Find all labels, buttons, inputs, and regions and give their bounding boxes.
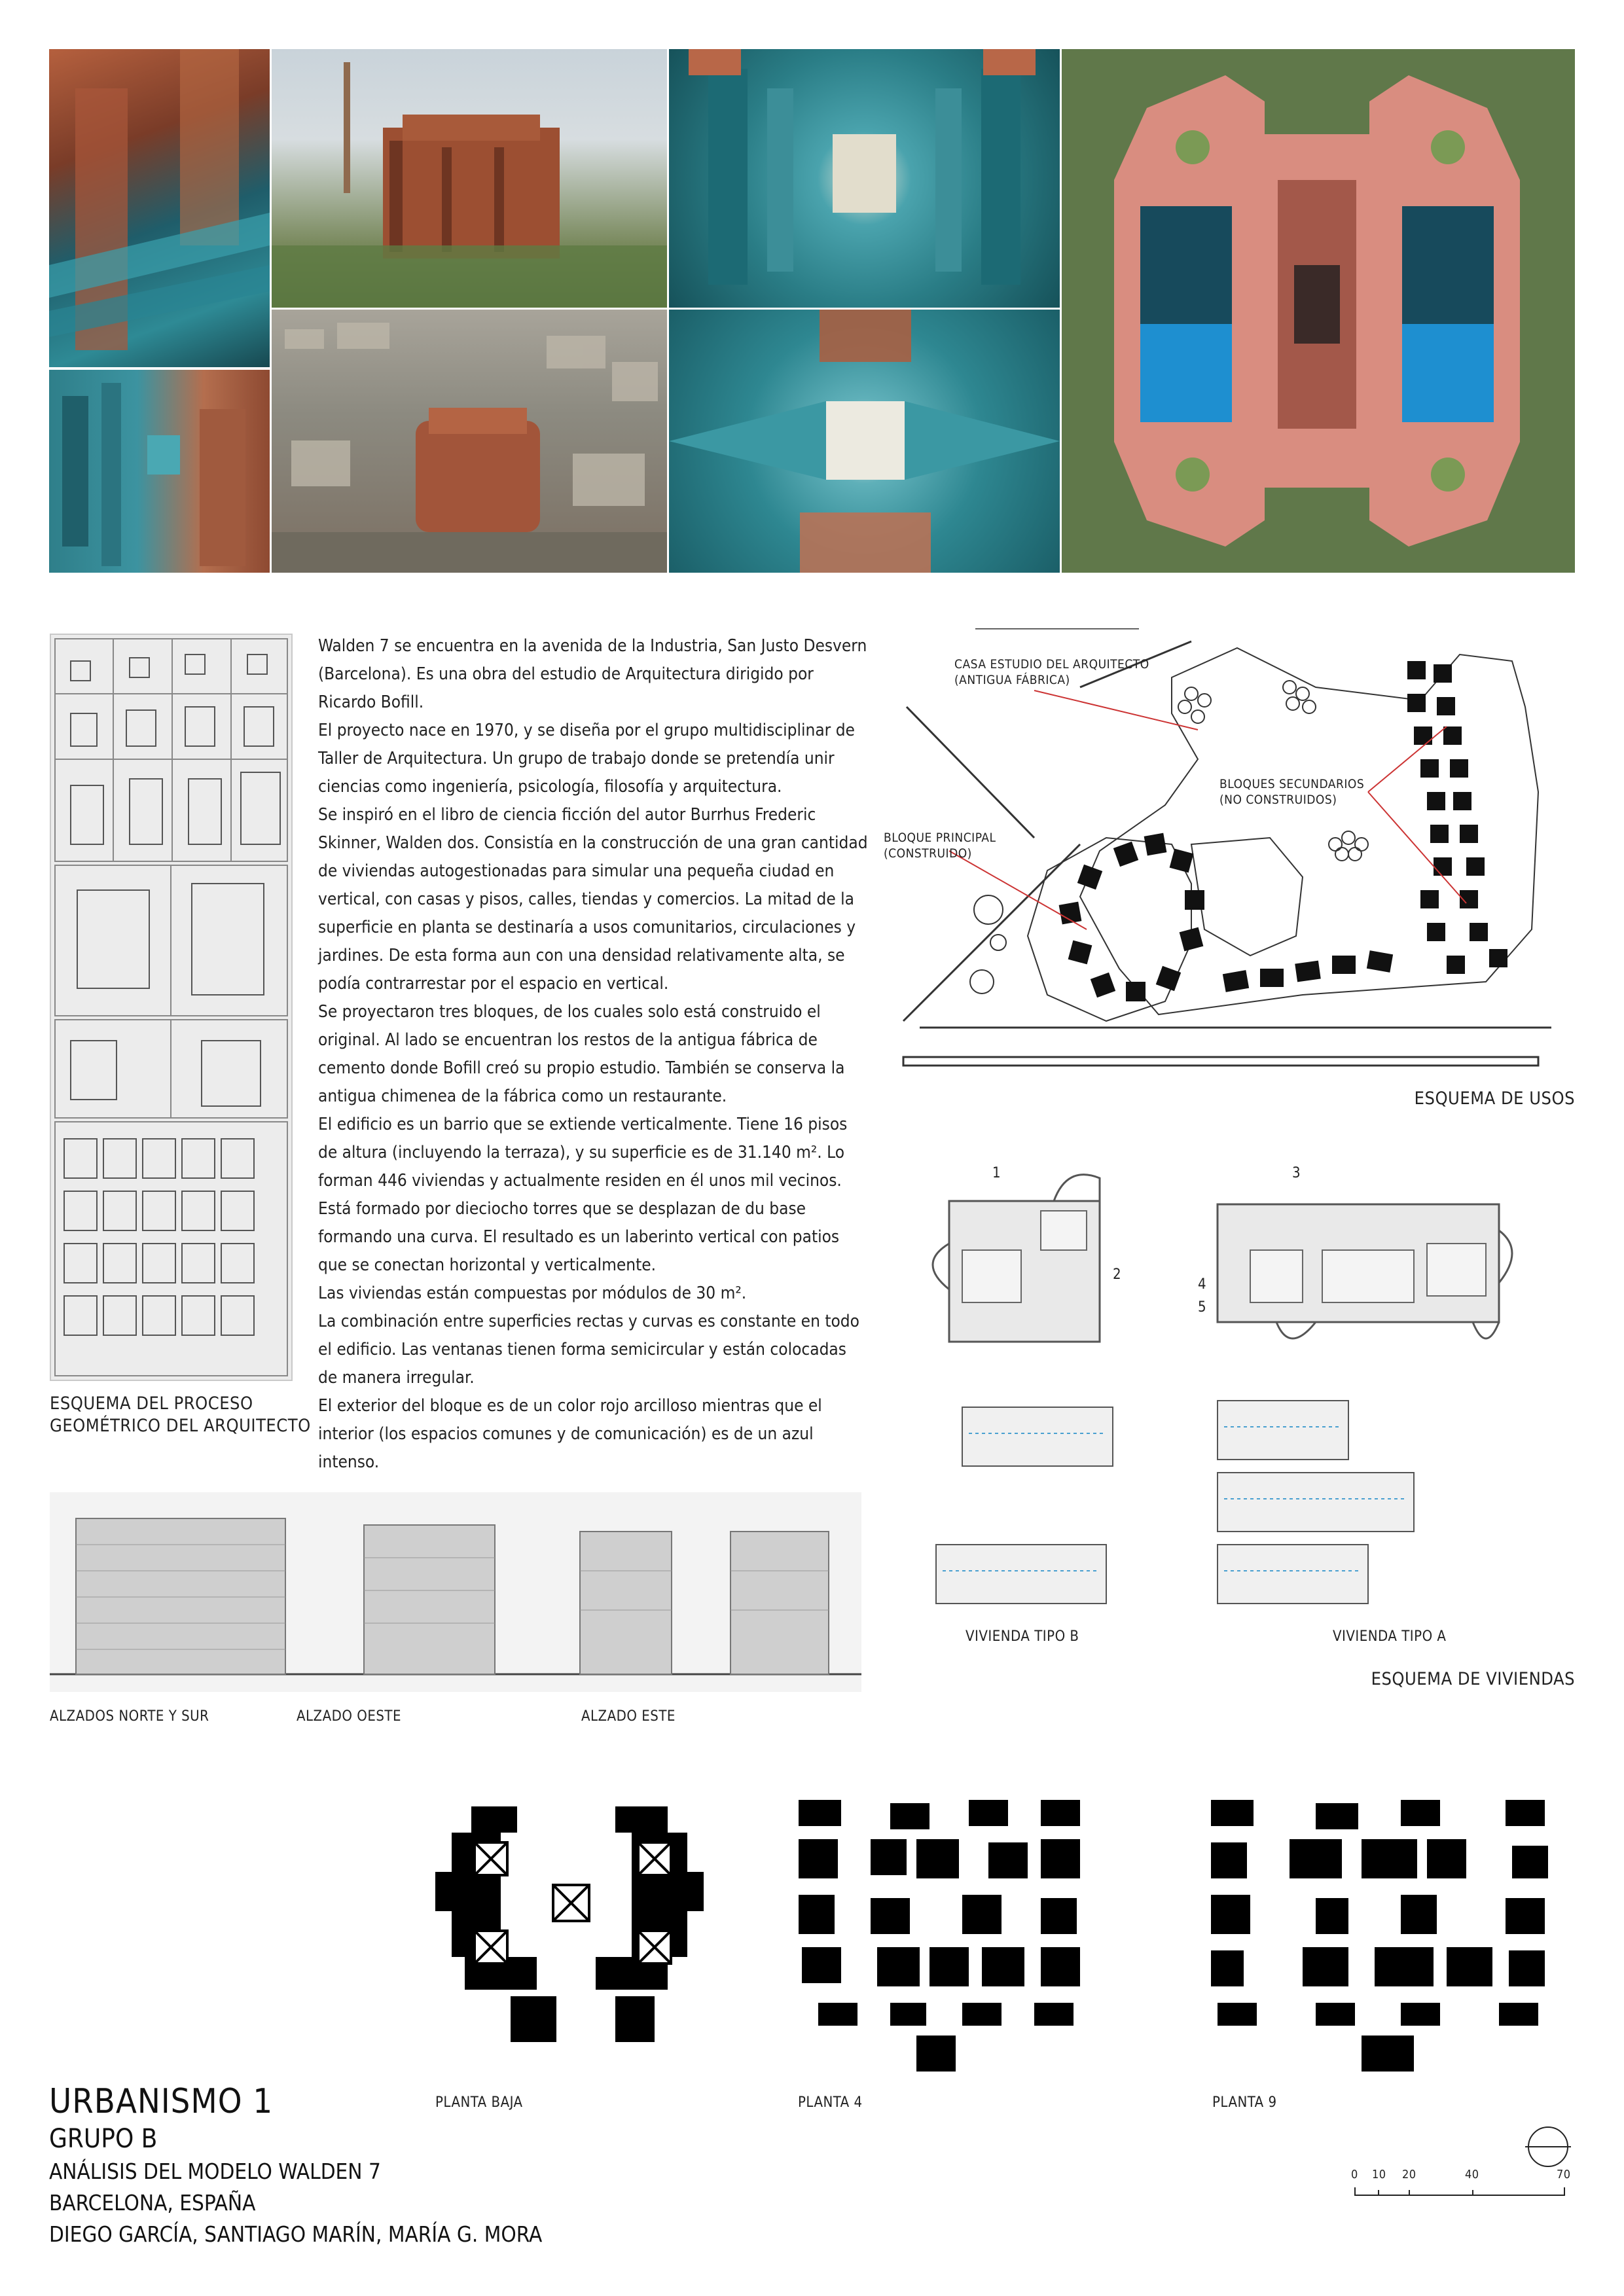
label-bloque-principal — [884, 830, 996, 861]
interior-blue-stairs-photo — [49, 49, 270, 367]
scale-label: 40 — [1465, 2168, 1479, 2181]
mark-4-plan: 4 — [1198, 1276, 1207, 1293]
top-view-photo — [1062, 49, 1575, 573]
label-casa-estudio — [954, 656, 1149, 688]
subject-title: ANÁLISIS DEL MODELO WALDEN 7 — [49, 2159, 381, 2184]
label-casa-line-2: (ANTIGUA FÁBRICA) — [954, 673, 1070, 687]
authors-title: DIEGO GARCÍA, SANTIAGO MARÍN, MARÍA G. MORA — [49, 2221, 543, 2247]
place-title: BARCELONA, ESPAÑA — [49, 2190, 256, 2215]
north-arrow-icon — [1525, 2124, 1571, 2170]
description-text — [318, 632, 868, 1477]
mark-2-plan: 2 — [1113, 1266, 1122, 1283]
vivienda-tipo-b-caption: VIVIENDA TIPO B — [965, 1628, 1079, 1645]
geometric-process-sketch — [50, 634, 293, 1381]
process-caption-line-1: ESQUEMA DEL PROCESO — [50, 1393, 253, 1414]
city-aerial-photo — [272, 310, 667, 573]
elevations-drawing — [50, 1492, 861, 1692]
description-paragraph: La combinación entre superficies rectas y curvas es constante en todo el edificio. Las ventanas tienen forma semicircular y están colocadas de manera irregular. — [318, 1312, 859, 1388]
label-principal-line-2: (CONSTRUIDO) — [884, 846, 972, 861]
process-caption-line-2: GEOMÉTRICO DEL ARQUITECTO — [50, 1416, 311, 1436]
mark-5-plan: 5 — [1198, 1299, 1207, 1316]
label-casa-line-1: CASA ESTUDIO DEL ARQUITECTO — [954, 657, 1149, 672]
aerial-tower-photo — [272, 49, 667, 308]
label-principal-line-1: BLOQUE PRINCIPAL — [884, 831, 996, 845]
alzados-norte-sur-caption: ALZADOS NORTE Y SUR — [50, 1708, 209, 1725]
planta-9-caption: PLANTA 9 — [1212, 2094, 1277, 2111]
uses-scheme-caption: ESQUEMA DE USOS — [1414, 1088, 1575, 1109]
description-paragraph: Walden 7 se encuentra en la avenida de la Industria, San Justo Desvern (Barcelona). Es una obra del estudio de Arquitectura dirigido por Ricardo Bofill. — [318, 636, 867, 712]
planta-4-plan — [785, 1793, 1087, 2075]
group-title: GRUPO B — [49, 2124, 158, 2154]
description-paragraph: Se proyectaron tres bloques, de los cuales solo está construido el original. Al lado se encuentran los restos de la antigua fábrica de cemento donde Bofill creó su propio estudio. También se conserva la antigua chimenea de la fábrica como un restaurante. — [318, 1002, 845, 1106]
scale-label: 0 — [1351, 2168, 1358, 2181]
title-block — [49, 2081, 542, 2250]
alzado-este-caption: ALZADO ESTE — [581, 1708, 676, 1725]
scale-label: 10 — [1372, 2168, 1386, 2181]
scale-label: 70 — [1557, 2168, 1571, 2181]
label-secundarios-line-1: BLOQUES SECUNDARIOS — [1219, 777, 1365, 791]
alzado-oeste-caption: ALZADO OESTE — [297, 1708, 401, 1725]
mark-1-top: 1 — [992, 1165, 1001, 1181]
process-caption — [50, 1393, 311, 1437]
description-paragraph: Está formado por dieciocho torres que se desplazan de du base formando una curva. El resultado es un laberinto vertical con patios que se conectan horizontal y verticalmente. — [318, 1199, 840, 1275]
scale-bar — [1342, 2168, 1578, 2214]
planta-4-caption: PLANTA 4 — [798, 2094, 863, 2111]
site-plan — [884, 628, 1578, 1086]
blue-courtyard-photo — [669, 49, 1060, 308]
description-paragraph: Se inspiró en el libro de ciencia ficción del autor Burrhus Frederic Skinner, Walden dos. Consistía en la construcción de una gran cantidad de viviendas autogestionadas para simular una pequeña ciudad en vertical, con casas y pisos, calles, tiendas y comercios. La mitad de la superficie en planta se destinaría a usos comunitarios, circulaciones y jardines. De esta forma aun con una densidad relativamente alta, se podía contrarrestar por el espacio en vertical. — [318, 805, 868, 994]
planta-baja-plan — [425, 1793, 746, 2075]
description-paragraph: El proyecto nace en 1970, y se diseña por el grupo multidisciplinar de Taller de Arquitectura. Un grupo de trabajo donde se pretendía unir ciencias como ingeniería, psicología, filosofía y arquitectura. — [318, 721, 855, 797]
course-title: URBANISMO 1 — [49, 2082, 274, 2121]
housing-scheme-caption: ESQUEMA DE VIVIENDAS — [1371, 1669, 1575, 1689]
description-paragraph: El edificio es un barrio que se extiende verticalmente. Tiene 16 pisos de altura (incluyendo la terraza), y su superficie es de 31.140 m². Lo forman 446 viviendas y actualmente residen en él unos mil vecinos. — [318, 1115, 848, 1191]
label-secundarios-line-2: (NO CONSTRUIDOS) — [1219, 793, 1337, 807]
photo-collage — [49, 49, 1575, 573]
label-bloques-secundarios — [1219, 776, 1364, 808]
planta-baja-caption: PLANTA BAJA — [435, 2094, 523, 2111]
description-paragraph: El exterior del bloque es de un color rojo arcilloso mientras que el interior (los espacios comunes y de comunicación) es de un azul intenso. — [318, 1396, 822, 1472]
planta-9-plan — [1198, 1793, 1564, 2075]
facade-corner-photo — [49, 370, 270, 573]
scale-label: 20 — [1402, 2168, 1416, 2181]
vertical-patio-photo — [669, 310, 1060, 573]
mark-3-top: 3 — [1292, 1165, 1301, 1181]
housing-scheme — [910, 1152, 1538, 1610]
description-paragraph: Las viviendas están compuestas por módulos de 30 m². — [318, 1283, 747, 1303]
vivienda-tipo-a-caption: VIVIENDA TIPO A — [1333, 1628, 1447, 1645]
